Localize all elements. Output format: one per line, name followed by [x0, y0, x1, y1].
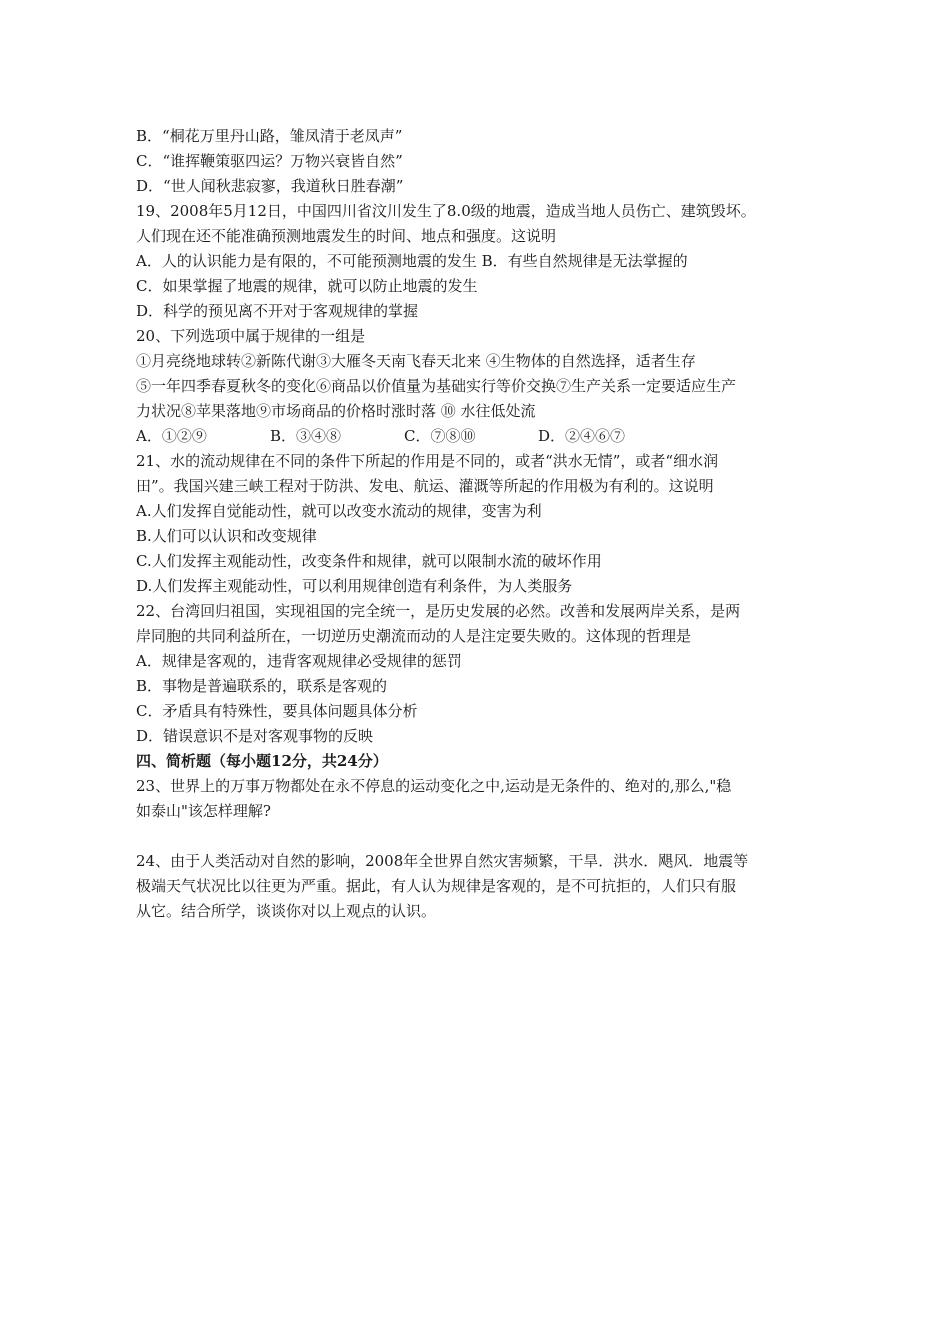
q24-line-2: 极端天气状况比以往更为严重。据此，有人认为规律是客观的，是不可抗拒的，人们只有服	[136, 877, 737, 895]
q24-line-3: 从它。结合所学，谈谈你对以上观点的认识。	[136, 902, 437, 920]
q22-option-a: A．规律是客观的，违背客观规律必受规律的惩罚	[136, 652, 462, 670]
q20-option-c: C．⑦⑧⑩	[404, 427, 476, 445]
q21-option-b: B.人们可以认识和改变规律	[136, 527, 317, 545]
q20-items-line-1: ①月亮绕地球转②新陈代谢③大雁冬天南飞春天北来 ④生物体的自然选择，适者生存	[136, 352, 696, 370]
q19-stem-line-2: 人们现在还不能准确预测地震发生的时间、地点和强度。这说明	[136, 227, 557, 245]
section-heading: 四、简析题（每小题12分，共24分）	[136, 752, 388, 770]
q22-stem-line-2: 岸同胞的共同利益所在，一切逆历史潮流而动的人是注定要失败的。这体现的哲理是	[136, 627, 692, 645]
q22-option-c: C．矛盾具有特殊性，要具体问题具体分析	[136, 702, 418, 720]
q21-option-a: A.人们发挥自觉能动性，就可以改变水流动的规律，变害为利	[136, 502, 542, 520]
q18-option-c: C．“谁挥鞭策驱四运？万物兴衰皆自然”	[136, 152, 403, 170]
q24-line-1: 24、由于人类活动对自然的影响，2008年全世界自然灾害频繁，干旱．洪水．飓风．地震等	[136, 852, 749, 870]
q21-stem-line-2: 田”。我国兴建三峡工程对于防洪、发电、航运、灌溉等所起的作用极为有利的。这说明	[136, 477, 714, 495]
q20-option-b: B．③④⑧	[270, 427, 342, 445]
q23-line-2: 如泰山"该怎样理解?	[136, 802, 271, 820]
q18-option-b: B．“桐花万里丹山路，雏凤清于老凤声”	[136, 127, 403, 145]
q19-option-d: D．科学的预见离不开对于客观规律的掌握	[136, 302, 419, 320]
q20-items-line-2: ⑤一年四季春夏秋冬的变化⑥商品以价值量为基础实行等价交换⑦生产关系一定要适应生产	[136, 377, 737, 395]
q21-option-d: D.人们发挥主观能动性，可以利用规律创造有利条件，为人类服务	[136, 577, 573, 595]
q21-stem-line-1: 21、水的流动规律在不同的条件下所起的作用是不同的，或者“洪水无情”，或者“细水润	[136, 452, 719, 470]
q22-option-d: D．错误意识不是对客观事物的反映	[136, 727, 374, 745]
q20-stem: 20、下列选项中属于规律的一组是	[136, 327, 366, 345]
document-page	[136, 124, 826, 924]
q19-options-ab: A．人的认识能力是有限的，不可能预测地震的发生 B．有些自然规律是无法掌握的	[136, 252, 688, 270]
q19-stem-line-1: 19、2008年5月12日，中国四川省汶川发生了8.0级的地震，造成当地人员伤亡、建筑毁坏。	[136, 202, 756, 220]
q20-options	[136, 424, 826, 449]
q23-line-1: 23、世界上的万事万物都处在永不停息的运动变化之中,运动是无条件的、绝对的,那么,"稳	[136, 777, 732, 795]
q22-option-b: B．事物是普遍联系的，联系是客观的	[136, 677, 388, 695]
q22-stem-line-1: 22、台湾回归祖国，实现祖国的完全统一，是历史发展的必然。改善和发展两岸关系，是两	[136, 602, 741, 620]
q18-option-d: D．“世人闻秋悲寂寥，我道秋日胜春潮”	[136, 177, 404, 195]
answer-space	[136, 824, 826, 849]
q20-items-line-3: 力状况⑧苹果落地⑨市场商品的价格时涨时落 ⑩ 水往低处流	[136, 402, 536, 420]
q19-option-c: C．如果掌握了地震的规律，就可以防止地震的发生	[136, 277, 478, 295]
q20-option-a: A．①②⑨	[136, 427, 207, 445]
q21-option-c: C.人们发挥主观能动性，改变条件和规律，就可以限制水流的破坏作用	[136, 552, 602, 570]
q20-option-d: D．②④⑥⑦	[538, 427, 626, 445]
